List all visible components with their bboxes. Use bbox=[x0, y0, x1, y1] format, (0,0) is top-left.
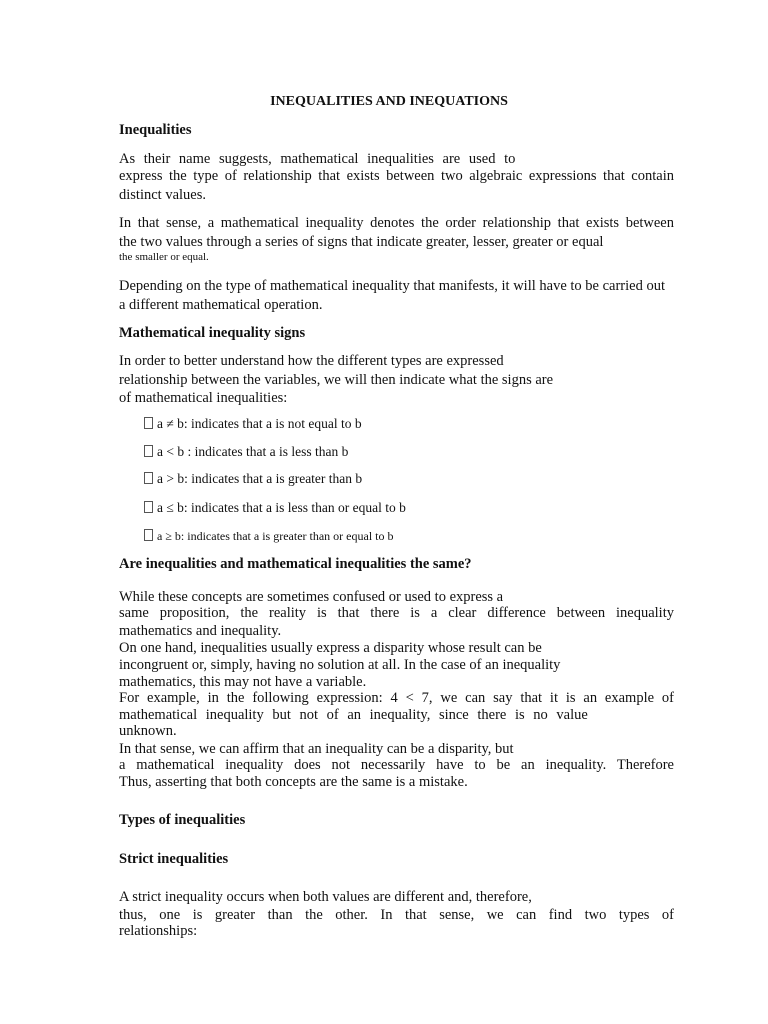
paragraph-line: unknown. bbox=[119, 723, 177, 739]
list-item bbox=[144, 415, 362, 433]
paragraph-line: same proposition, the reality is that there is a clear difference between inequality bbox=[119, 605, 674, 621]
paragraph-line: Depending on the type of mathematical inequality that manifests, it will have to be carried out bbox=[119, 278, 666, 294]
heading-signs: Mathematical inequality signs bbox=[119, 325, 306, 341]
paragraph-line: While these concepts are sometimes confused or used to express a bbox=[119, 589, 504, 605]
missing-glyph-icon bbox=[144, 529, 153, 541]
paragraph-line: relationships: bbox=[119, 923, 198, 939]
list-item bbox=[144, 443, 348, 461]
list-item bbox=[144, 527, 394, 545]
paragraph-line: In order to better understand how the different types are expressed bbox=[119, 353, 504, 369]
missing-glyph-icon bbox=[144, 501, 153, 513]
heading-strict: Strict inequalities bbox=[119, 851, 229, 867]
paragraph-line: As their name suggests, mathematical inequalities are used to bbox=[119, 151, 516, 167]
missing-glyph-icon bbox=[144, 445, 153, 457]
paragraph-line: a different mathematical operation. bbox=[119, 297, 323, 313]
paragraph-line: express the type of relationship that exists between two algebraic expressions that contain bbox=[119, 168, 674, 184]
paragraph-line: of mathematical inequalities: bbox=[119, 390, 288, 406]
list-item-text: a ≥ b: indicates that a is greater than or equal to b bbox=[157, 529, 394, 543]
list-item-text: a ≠ b: indicates that a is not equal to b bbox=[157, 416, 362, 431]
paragraph-line: mathematical inequality but not of an inequality, since there is no value bbox=[119, 707, 588, 723]
paragraph-line: thus, one is greater than the other. In that sense, we can find two types of bbox=[119, 907, 674, 923]
paragraph-line: Thus, asserting that both concepts are the same is a mistake. bbox=[119, 774, 468, 790]
paragraph-line: On one hand, inequalities usually express a disparity whose result can be bbox=[119, 640, 542, 656]
paragraph-line: relationship between the variables, we will then indicate what the signs are bbox=[119, 372, 554, 388]
missing-glyph-icon bbox=[144, 472, 153, 484]
paragraph-line: In that sense, a mathematical inequality denotes the order relationship that exists between bbox=[119, 215, 674, 231]
list-item-text: a ≤ b: indicates that a is less than or equal to b bbox=[157, 500, 406, 515]
paragraph-line: In that sense, we can affirm that an inequality can be a disparity, but bbox=[119, 741, 514, 757]
list-item bbox=[144, 470, 362, 488]
list-item-text: a > b: indicates that a is greater than b bbox=[157, 471, 363, 486]
paragraph-line: incongruent or, simply, having no solution at all. In the case of an inequality bbox=[119, 657, 561, 673]
heading-types: Types of inequalities bbox=[119, 812, 246, 828]
heading-same: Are inequalities and mathematical inequalities the same? bbox=[119, 556, 472, 572]
paragraph-line: A strict inequality occurs when both values are different and, therefore, bbox=[119, 889, 532, 905]
paragraph-line: a mathematical inequality does not necessarily have to be an inequality. Therefore bbox=[119, 757, 674, 773]
paragraph-line: the two values through a series of signs that indicate greater, lesser, greater or equal bbox=[119, 234, 604, 250]
missing-glyph-icon bbox=[144, 417, 153, 429]
paragraph-line: mathematics and inequality. bbox=[119, 623, 282, 639]
paragraph-line: For example, in the following expression: 4 < 7, we can say that it is an example of bbox=[119, 690, 674, 706]
list-item bbox=[144, 499, 406, 517]
heading-inequalities: Inequalities bbox=[119, 122, 192, 138]
paragraph-line: distinct values. bbox=[119, 187, 206, 203]
paragraph-line: mathematics, this may not have a variable. bbox=[119, 674, 367, 690]
document-title: INEQUALITIES AND INEQUATIONS bbox=[270, 94, 508, 109]
paragraph-line: the smaller or equal. bbox=[119, 251, 209, 263]
list-item-text: a < b : indicates that a is less than b bbox=[157, 444, 349, 459]
